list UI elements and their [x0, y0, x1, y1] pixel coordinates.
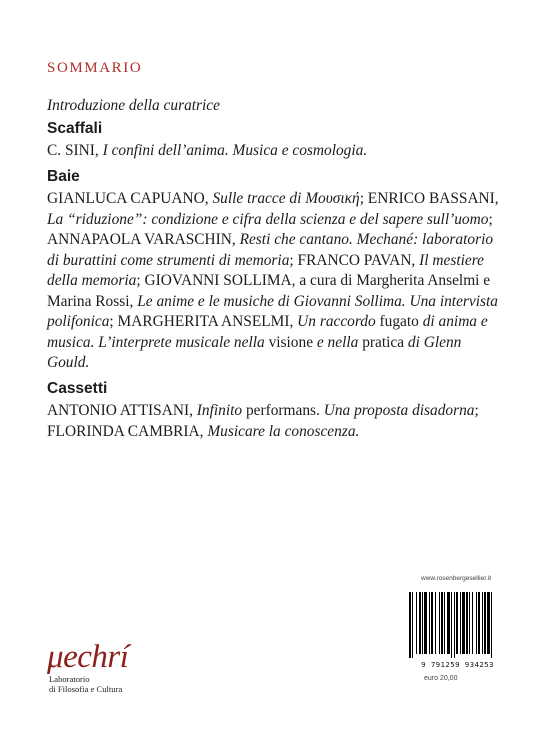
barcode-bar [451, 592, 452, 658]
entry-author-text: ANTONIO ATTISANI, [47, 402, 197, 419]
barcode-bar [422, 592, 423, 654]
entry-author-text: visione [268, 333, 317, 351]
barcode-bar [456, 592, 458, 654]
entry-author-text: ; MARGHERITA ANSELMI, [109, 313, 298, 330]
barcode-bar [419, 592, 421, 654]
barcode-bar [478, 592, 480, 654]
barcode-bar [460, 592, 461, 654]
barcode-bar [491, 592, 492, 658]
section-entries [47, 141, 507, 162]
barcode-bar [482, 592, 483, 654]
barcode-bar [476, 592, 477, 654]
publisher-website: www.rosenbergesellier.it [421, 575, 492, 582]
entry-title-text: e nella [316, 333, 363, 351]
entry-title-text: La “riduzione”: condizione e cifra della scienza e del sapere sull’uomo [47, 210, 489, 228]
barcode-bar [429, 592, 430, 654]
logo-subtitle-line2: di Filosofia e Cultura [49, 684, 123, 694]
entry-author-text: ; GIOVANNI SOLLIMA, a cura di Margherita Anselmi e Marina Rossi, [47, 272, 491, 310]
barcode-bar [444, 592, 445, 654]
entry-author-text: ; FRANCO PAVAN, [289, 251, 420, 269]
entry-title-text: di anima e musica. L’interprete musicale nella [47, 313, 488, 351]
entry-author-text: ; ENRICO BASSANI, [359, 190, 499, 207]
entry-title-text: Un raccordo [297, 313, 380, 330]
barcode-bar [439, 592, 440, 654]
intro-line: Introduzione della curatrice [47, 97, 220, 114]
entry-title-text: Resti che cantano. Mechané: laboratorio di burattini come strumenti di memoria [47, 231, 494, 269]
section-entries [47, 401, 507, 442]
section-title-baie: Baie [47, 167, 80, 185]
price-label: euro 20,00 [424, 675, 458, 682]
entry-title-text: Una proposta disadorna [323, 402, 475, 419]
entry-author-text: GIANLUCA CAPUANO, [47, 190, 213, 207]
section-title-scaffali: Scaffali [47, 119, 103, 137]
barcode-bar [462, 592, 465, 654]
entry-author-text: ; ANNAPAOLA VARASCHIN, [47, 210, 493, 248]
barcode-bar [431, 592, 433, 654]
table-of-contents [47, 96, 507, 447]
entry-author-text: ; FLORINDA CAMBRIA, [47, 402, 479, 440]
barcode-bar [412, 592, 413, 658]
publisher-logo [47, 640, 128, 694]
entry-title-text: Il mestiere della memoria [47, 251, 484, 289]
logo-wordmark: μechrí [47, 639, 129, 675]
barcode-bar [466, 592, 468, 654]
barcode-bar [409, 592, 411, 658]
isbn-barcode [408, 592, 507, 668]
entry-title-text: Le anime e le musiche di Giovanni Sollima. Una intervista polifonica [47, 292, 498, 330]
isbn-number: 9 791259 934253 [421, 660, 494, 669]
entry-title-text: Musicare la conoscenza. [207, 422, 360, 440]
barcode-bar [424, 592, 427, 654]
barcode-bar [447, 592, 450, 654]
barcode-bar [454, 592, 455, 658]
section-entries [47, 189, 507, 374]
section-title-cassetti: Cassetti [47, 379, 108, 397]
barcode-bar [487, 592, 490, 654]
barcode-bar [472, 592, 473, 654]
entry-author-text: pratica [362, 333, 408, 351]
entry-title-text: di Glenn Gould. [47, 333, 462, 371]
barcode-bar [484, 592, 486, 654]
entry-title-text: Infinito [196, 402, 246, 419]
entry-author-text: fugato [379, 313, 423, 330]
summary-heading: SOMMARIO [47, 60, 143, 76]
entry-author-text: C. SINI, [47, 142, 103, 159]
barcode-bar [469, 592, 470, 654]
barcode-bar [416, 592, 417, 654]
entry-title-text: Sulle tracce di Μουσική [212, 190, 360, 207]
barcode-bar [441, 592, 443, 654]
logo-subtitle-line1: Laboratorio [49, 674, 90, 684]
entry-author-text: performans. [245, 402, 324, 419]
barcode-bar [435, 592, 436, 654]
entry-title-text: I confini dell’anima. Musica e cosmologia. [102, 142, 368, 159]
